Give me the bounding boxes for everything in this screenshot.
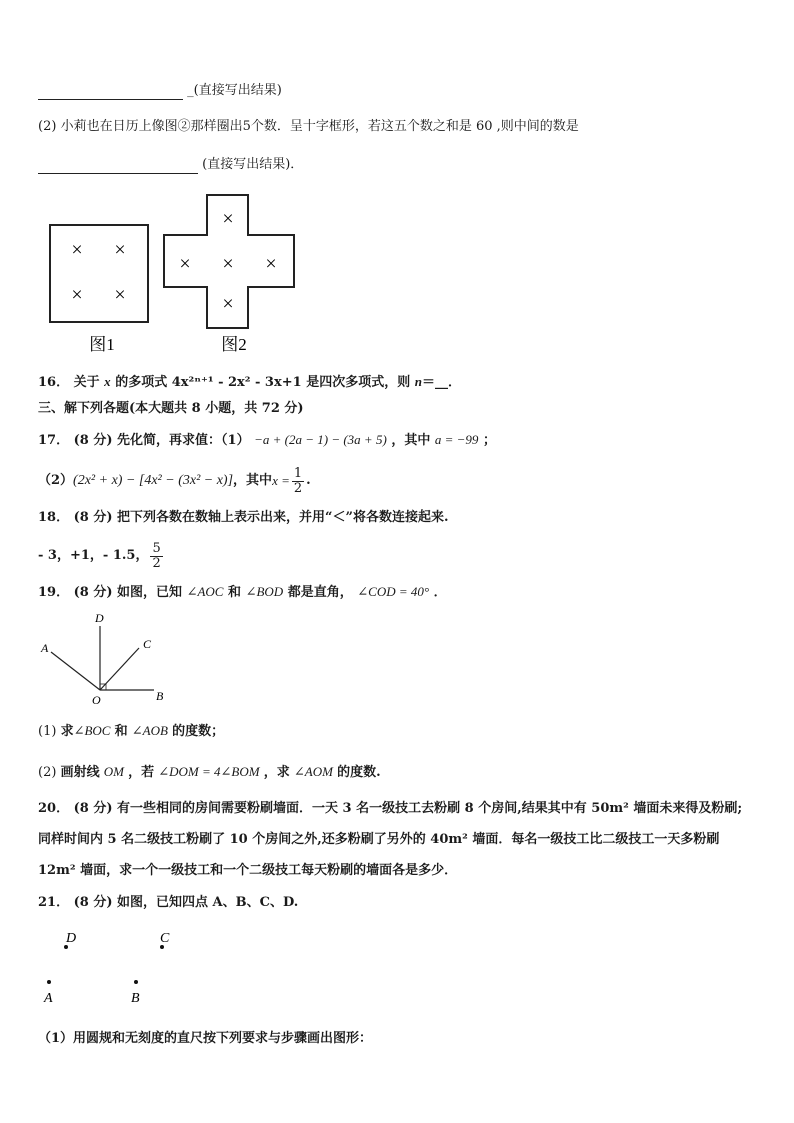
fraction-numerator: 1 xyxy=(293,465,303,481)
q20-text: 同样时间内 5 名二级技工粉刷了 10 个房间之外,还多粉刷了另外的 40m² 墙面．每名一级技工比二级技工一天多粉刷 xyxy=(38,832,720,847)
q17-line-1 xyxy=(38,431,496,450)
label-b: B xyxy=(131,991,140,1006)
fig1-mark: × xyxy=(114,239,126,261)
q17-text: ，其中 xyxy=(391,433,431,448)
q20-text: 有一些相同的房间需要粉刷墙面．一天 3 名一级技工去粉刷 8 个房间,结果其中有 50m² 墙面未来得及粉刷; xyxy=(117,801,743,816)
angle-aob: ∠AOB xyxy=(131,723,168,738)
q19-part-text: 求 xyxy=(60,724,74,739)
q17-text: ，其中 xyxy=(233,473,273,488)
q19-part-text: ，若 xyxy=(128,765,155,780)
fraction-numerator: 5 xyxy=(152,540,161,556)
angle-equation: ∠DOM = 4∠BOM xyxy=(158,764,260,779)
section-title xyxy=(38,400,304,418)
angle-aoc: ∠AOC xyxy=(186,584,224,599)
fig1-caption: 图1 xyxy=(89,335,115,354)
answer-note: _(直接写出结果) xyxy=(187,83,282,98)
question-score: (8 分) xyxy=(73,585,113,600)
q19-line-1 xyxy=(38,583,447,602)
expression-2: (2x² + x) − [4x² − (3x² − x)] xyxy=(73,473,234,488)
question-number: 18． xyxy=(38,510,70,525)
q21-part1 xyxy=(38,1030,372,1048)
answer-blank xyxy=(38,158,198,174)
q16-text: 关于 xyxy=(73,375,100,390)
question-score: (8 分) xyxy=(73,801,113,816)
fraction xyxy=(292,467,304,496)
angle-boc: ∠BOC xyxy=(73,723,111,738)
label-o: O xyxy=(92,693,101,707)
question-number: 20． xyxy=(38,801,70,816)
condition-1: a = −99 xyxy=(434,432,479,447)
q15-figures xyxy=(40,190,310,360)
question-score: (8 分) xyxy=(73,433,113,448)
label-a: A xyxy=(41,641,49,655)
part-label: (2) xyxy=(38,119,57,134)
expression-1: −a + (2a − 1) − (3a + 5) xyxy=(254,432,387,447)
ray-om: OM xyxy=(103,764,124,779)
angle-aom: ∠AOM xyxy=(293,764,333,779)
q19-text: 如图，已知 xyxy=(117,585,183,600)
fig2-caption: 图2 xyxy=(221,335,247,354)
question-score: (8 分) xyxy=(73,895,113,910)
q19-part-text: 和 xyxy=(114,724,128,739)
question-number: 16． xyxy=(38,375,70,390)
label-d: D xyxy=(66,931,77,946)
answer-note: (直接写出结果)． xyxy=(202,157,304,172)
question-number: 17． xyxy=(38,433,70,448)
fig2-mark: × xyxy=(179,253,191,275)
part-label: (1) xyxy=(38,724,57,739)
q18-line-1 xyxy=(38,509,449,527)
label-b: B xyxy=(156,689,164,703)
q16 xyxy=(38,373,461,392)
q19-diagram xyxy=(36,608,176,708)
fig1-square xyxy=(50,225,148,322)
label-d: D xyxy=(95,611,104,625)
q21-line-1 xyxy=(38,894,298,912)
variable-x: x xyxy=(104,374,111,389)
q15-part2 xyxy=(38,118,579,136)
q19-part-text: ，求 xyxy=(263,765,290,780)
q19-part1 xyxy=(38,722,224,741)
part-text: 小莉也在日历上像图②那样圈出5个数．呈十字框形，若这五个数之和是 xyxy=(60,119,472,134)
q20-line-2 xyxy=(38,831,719,849)
part-label: （2） xyxy=(38,473,74,488)
variable-n: n xyxy=(414,374,422,389)
fig2-mark: × xyxy=(222,293,234,315)
q17-text: ； xyxy=(482,433,496,448)
part-label: (2) xyxy=(38,765,57,780)
fig1-mark: × xyxy=(71,284,83,306)
question-number: 19． xyxy=(38,585,70,600)
polynomial: 4x²ⁿ⁺¹ - 2x² - 3x+1 xyxy=(171,375,302,390)
q19-text: 都是直角， xyxy=(287,585,353,600)
label-a: A xyxy=(44,991,53,1006)
fig2-mark: × xyxy=(222,208,234,230)
angle-cod: ∠COD = 40° xyxy=(357,584,430,599)
ray-oa xyxy=(51,652,100,690)
q15-answer-line-1 xyxy=(38,82,282,100)
fig2-mark: × xyxy=(222,253,234,275)
q19-part-text: 画射线 xyxy=(60,765,100,780)
point-a xyxy=(47,980,51,984)
fraction-denominator: 2 xyxy=(293,480,303,496)
q16-text: 是四次多项式，则 xyxy=(306,375,411,390)
part-text-tail: ,则中间的数是 xyxy=(496,119,579,134)
q19-text: ． xyxy=(433,585,447,600)
sum-value: 60 xyxy=(475,119,493,134)
q20-line-1 xyxy=(38,800,742,818)
q19-part-text: 的度数. xyxy=(337,765,381,780)
fig2-mark: × xyxy=(265,253,277,275)
q19-text: 和 xyxy=(228,585,242,600)
q19-part2 xyxy=(38,763,381,782)
label-c: C xyxy=(143,637,152,651)
fig1-mark: × xyxy=(71,239,83,261)
section-title-text: 三、解下列各题(本大题共 8 小题，共 72 分) xyxy=(38,401,304,416)
question-score: (8 分) xyxy=(73,510,113,525)
q18-numbers xyxy=(38,537,165,575)
label-c: C xyxy=(160,931,170,946)
q16-text: 的多项式 xyxy=(115,375,168,390)
q20-line-3 xyxy=(38,862,457,880)
q21-diagram xyxy=(36,925,196,1010)
q16-text: ＝__． xyxy=(421,375,461,390)
q20-text: 12m² 墙面，求一个一级技工和一个二级技工每天粉刷的墙面各是多少． xyxy=(38,863,458,878)
q17-line-2 xyxy=(38,464,311,498)
point-b xyxy=(134,980,138,984)
answer-blank xyxy=(38,84,183,100)
fraction-denominator: 2 xyxy=(152,555,161,571)
q15-answer-line-2 xyxy=(38,156,303,174)
condition-2: x = xyxy=(272,473,290,488)
q17-text: . xyxy=(306,473,311,488)
q17-intro: 先化简，再求值：（1） xyxy=(117,433,250,448)
angle-bod: ∠BOD xyxy=(245,584,284,599)
q18-text: 把下列各数在数轴上表示出来，并用“＜”将各数连接起来. xyxy=(117,510,449,525)
q21-text: 如图，已知四点 A、B、C、D. xyxy=(117,895,299,910)
fraction xyxy=(150,542,162,571)
q21-part-text: （1）用圆规和无刻度的直尺按下列要求与步骤画出图形： xyxy=(38,1031,373,1046)
number-list: - 3，+1，- 1.5， xyxy=(38,548,149,563)
fig1-mark: × xyxy=(114,284,126,306)
q19-part-text: 的度数； xyxy=(172,724,225,739)
question-number: 21． xyxy=(38,895,70,910)
